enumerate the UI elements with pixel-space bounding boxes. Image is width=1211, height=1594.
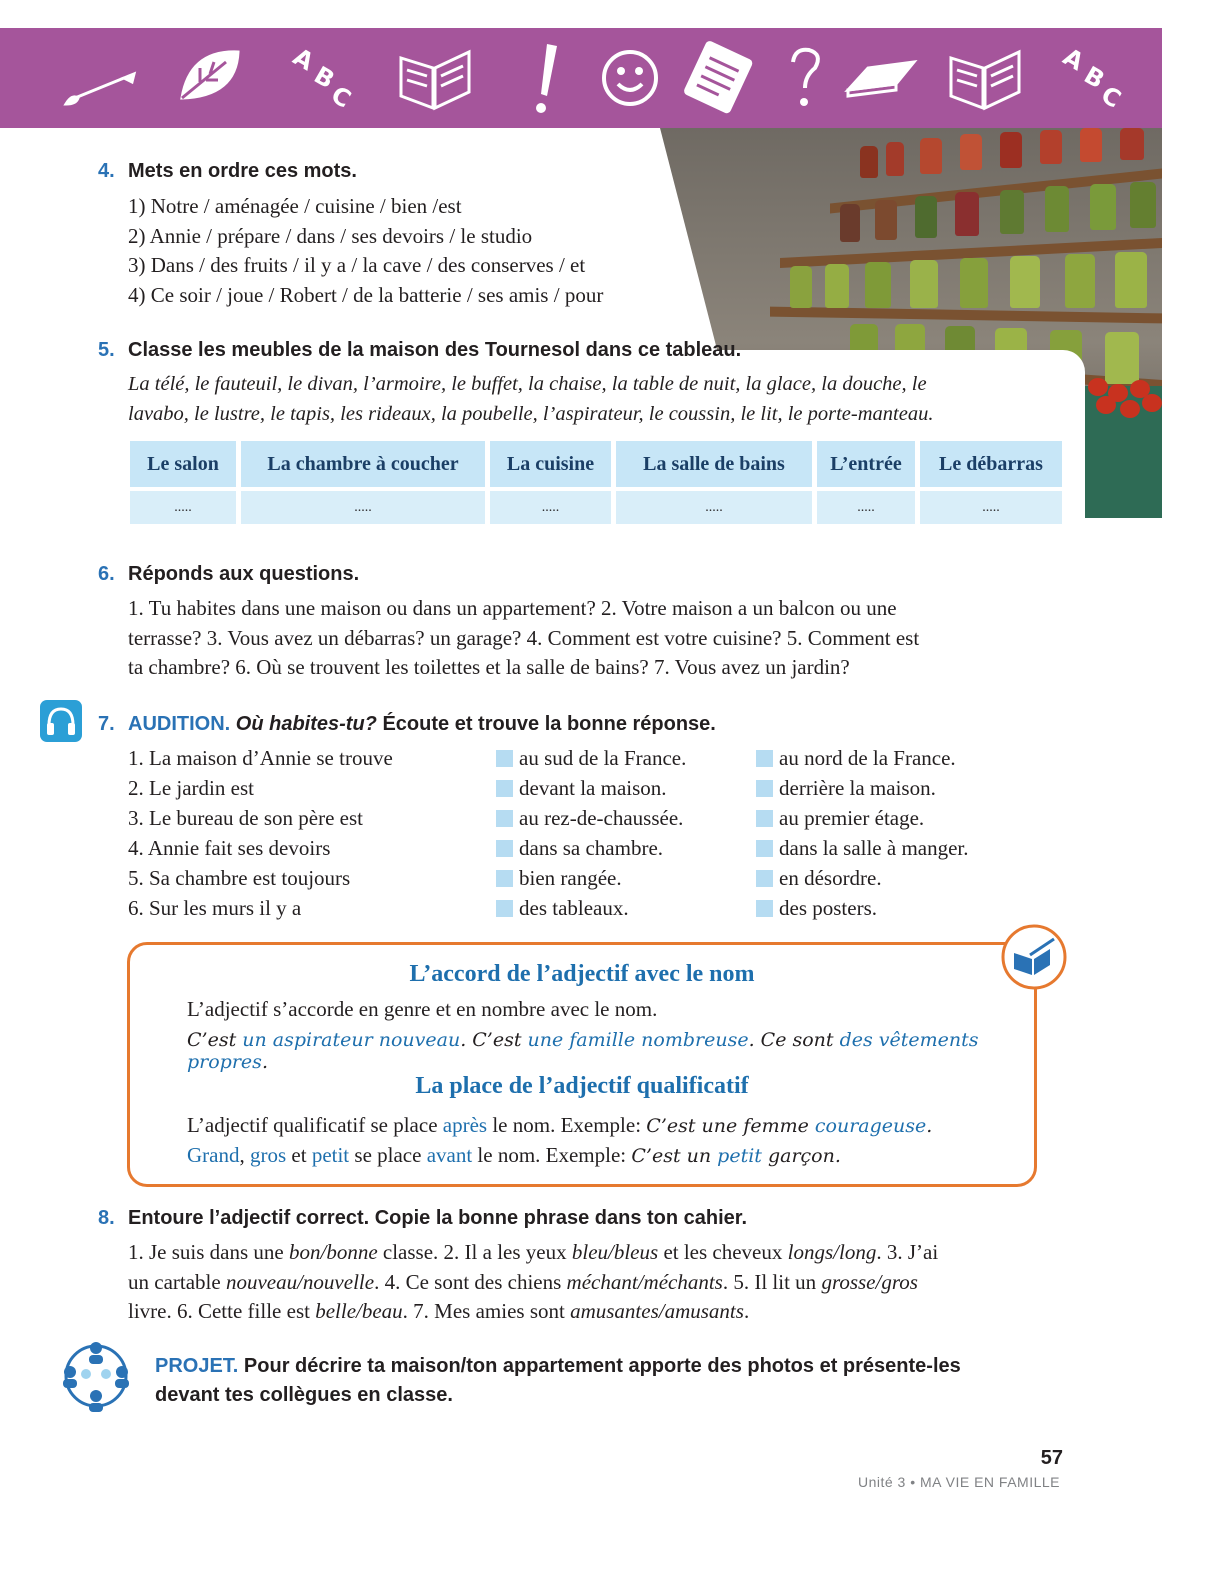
option-b[interactable] [756,746,956,771]
audition-instruction: Écoute et trouve la bonne réponse. [382,713,716,735]
option-b[interactable] [756,896,877,921]
svg-text:B: B [309,60,340,95]
rule-text: le nom. Exemple: [487,1113,647,1137]
checkbox[interactable] [756,810,773,827]
row-stem: 3. Le bureau de son père est [128,806,363,830]
top-banner [0,28,1162,128]
smiley-icon [590,38,670,118]
checkbox[interactable] [756,900,773,917]
open-book-icon [945,38,1025,118]
table-header-row [130,441,1062,487]
column-header: Le salon [130,441,236,487]
rule-text: , [239,1143,250,1167]
exercise-5-word-list [128,370,933,429]
exercise-7-title [128,713,716,736]
grammar-rule-3 [187,1143,841,1168]
example-highlight: des vêtements propres [187,1029,979,1073]
column-header: La chambre à coucher [241,441,485,487]
list-item: 4) Ce soir / joue / Robert / de la batterie / ses amis / pour [128,282,604,307]
svg-text:A: A [1058,42,1089,77]
projet-line-2: devant tes collègues en classe. [155,1384,453,1406]
checkbox[interactable] [756,870,773,887]
abc-icon [1055,38,1135,118]
answer-cell[interactable]: ..... [241,491,485,524]
word-list-line: lavabo, le lustre, le tapis, les rideaux, la poubelle, l’aspirateur, le coussin, le lit, le porte-manteau. [128,402,934,425]
list-item: 2) Annie / prépare / dans / ses devoirs / le studio [128,223,533,248]
grammar-rule-1: L’adjectif s’accorde en genre et en nombre avec le nom. [187,997,658,1021]
rule-highlight: gros [249,1143,287,1167]
headphones-icon[interactable] [40,700,82,742]
rule-highlight: petit [311,1143,350,1167]
exercise-5-title: Classe les meubles de la maison des Tournesol dans ce tableau. [128,339,742,361]
grammar-title-2: La place de l’adjectif qualificatif [415,1073,749,1099]
unit-label: Unité 3 • MA VIE EN FAMILLE [857,1474,1060,1490]
option-b[interactable] [756,806,924,831]
grammar-example-1 [187,1029,1034,1073]
option-label: au premier étage. [779,806,925,830]
rule-text: L’adjectif qualificatif se place [187,1113,443,1137]
rule-highlight: après [442,1113,488,1137]
exercise-6-title: Réponds aux questions. [128,563,360,585]
paintbrush-icon [60,38,140,118]
list-item: 3) Dans / des fruits / il y a / la cave / des conserves / et [128,253,586,277]
word-list-line: La télé, le fauteuil, le divan, l’armoire, le buffet, la chaise, la table de nuit, la glace, la douche, le [128,373,927,395]
exercise-8-line: 1. Je suis dans une bon/bonne classe. 2. Il a les yeux bleu/bleus et les cheveux longs/long. 3. J’ai [128,1240,939,1264]
checkbox[interactable] [496,870,513,887]
example-text: C’est [187,1029,243,1051]
question-line: ta chambre? 6. Où se trouvent les toilettes et la salle de bains? 7. Vous avez un jardin? [128,655,850,679]
projet-text [155,1352,961,1410]
exclamation-icon [505,38,585,118]
option-b[interactable] [756,776,936,801]
svg-text:A: A [288,42,319,77]
question-line: terrasse? 3. Vous avez un débarras? un garage? 4. Comment est votre cuisine? 5. Comment est [128,625,920,650]
example-text: . [926,1115,933,1137]
row-stem: 6. Sur les murs il y a [128,896,302,920]
example-highlight: courageuse [814,1115,927,1137]
example-text: C’est un [631,1145,718,1167]
page-number: 57 [1040,1447,1063,1469]
exercise-6-questions [128,594,919,683]
rule-text: et [286,1143,312,1167]
exercise-8-number: 8. [98,1207,115,1229]
example-text: . [261,1051,268,1073]
example-highlight: un aspirateur nouveau [242,1029,461,1051]
option-label: au rez-de-chaussée. [519,806,684,830]
exercise-7-number: 7. [98,713,115,735]
exercise-8-line: un cartable nouveau/nouvelle. 4. Ce sont des chiens méchant/méchants. 5. Il lit un grosse/gros [128,1269,918,1294]
rule-text: le nom. Exemple: [472,1143,632,1167]
exercise-5-number: 5. [98,339,115,361]
checkbox[interactable] [496,750,513,767]
option-a[interactable] [496,836,663,861]
projet-label: PROJET. [155,1355,239,1377]
row-stem: 1. La maison d’Annie se trouve [128,746,393,770]
abc-icon [285,38,365,118]
grammar-rule-2 [187,1113,932,1138]
row-stem: 5. Sa chambre est toujours [128,866,351,890]
option-b[interactable] [756,836,969,861]
answer-cell[interactable]: ..... [920,491,1062,524]
example-text: C’est une femme [646,1115,815,1137]
open-book-icon [395,38,475,118]
table-row [130,491,1062,524]
option-label: dans sa chambre. [519,836,664,860]
exercise-6-number: 6. [98,563,115,585]
projet-line-1: Pour décrire ta maison/ton appartement apporte des photos et présente-les [243,1355,961,1377]
checkbox[interactable] [756,840,773,857]
row-stem: 4. Annie fait ses devoirs [128,836,331,860]
row-stem: 2. Le jardin est [128,776,254,800]
notepad-icon [680,38,760,118]
svg-text:B: B [1079,60,1110,95]
option-a[interactable] [496,746,686,771]
option-label: dans la salle à manger. [779,836,969,860]
option-b[interactable] [756,866,882,891]
audition-label: AUDITION. [128,713,231,735]
checkbox[interactable] [496,810,513,827]
column-header: La cuisine [490,441,611,487]
option-label: des posters. [779,896,877,920]
option-label: en désordre. [779,866,882,890]
option-label: au nord de la France. [779,746,956,770]
exercise-8-line: livre. 6. Cette fille est belle/beau. 7. Mes amies sont amusantes/amusants. [128,1299,750,1323]
option-a[interactable] [496,866,622,891]
grammar-box [127,942,1037,1187]
column-header: Le débarras [920,441,1062,487]
grammar-title-1: L’accord de l’adjectif avec le nom [409,961,755,987]
answer-cell[interactable]: ..... [490,491,611,524]
eraser-icon [840,38,920,118]
checkbox[interactable] [756,780,773,797]
svg-text:C: C [326,80,356,114]
checkbox[interactable] [756,750,773,767]
example-highlight: petit [717,1145,762,1167]
svg-text:C: C [1096,80,1126,114]
option-label: bien rangée. [519,866,622,890]
example-text: garçon. [761,1145,841,1167]
option-a[interactable] [496,896,629,921]
furniture-table [125,441,1067,524]
checkbox[interactable] [496,780,513,797]
option-label: derrière la maison. [779,776,936,800]
exercise-4-title: Mets en ordre ces mots. [128,160,357,182]
checkbox[interactable] [496,900,513,917]
rule-highlight: avant [426,1143,473,1167]
checkbox[interactable] [496,840,513,857]
question-mark-icon [765,38,845,118]
answer-cell[interactable]: ..... [817,491,915,524]
list-item: 1) Notre / aménagée / cuisine / bien /est [128,194,462,218]
answer-cell[interactable]: ..... [130,491,236,524]
leaf-icon [170,38,250,118]
rule-highlight: Grand [187,1143,240,1167]
group-icon [58,1338,134,1414]
option-a[interactable] [496,806,683,831]
exercise-4-number: 4. [98,160,115,182]
example-highlight: une famille nombreuse [527,1029,749,1051]
question-line: 1. Tu habites dans une maison ou dans un appartement? 2. Votre maison a un balcon ou une [128,596,897,620]
column-header: La salle de bains [616,441,812,487]
exercise-4-list [128,192,603,310]
rule-text: se place [349,1143,427,1167]
example-text: . C’est [460,1029,528,1051]
option-a[interactable] [496,776,667,801]
option-label: au sud de la France. [519,746,687,770]
option-label: des tableaux. [519,896,629,920]
exercise-8-text [128,1238,938,1327]
column-header: L’entrée [817,441,915,487]
option-label: devant la maison. [519,776,667,800]
audition-subtitle: Où habites-tu? [235,713,377,735]
answer-cell[interactable]: ..... [616,491,812,524]
exercise-8-title: Entoure l’adjectif correct. Copie la bonne phrase dans ton cahier. [128,1207,748,1229]
example-text: . Ce sont [748,1029,840,1051]
